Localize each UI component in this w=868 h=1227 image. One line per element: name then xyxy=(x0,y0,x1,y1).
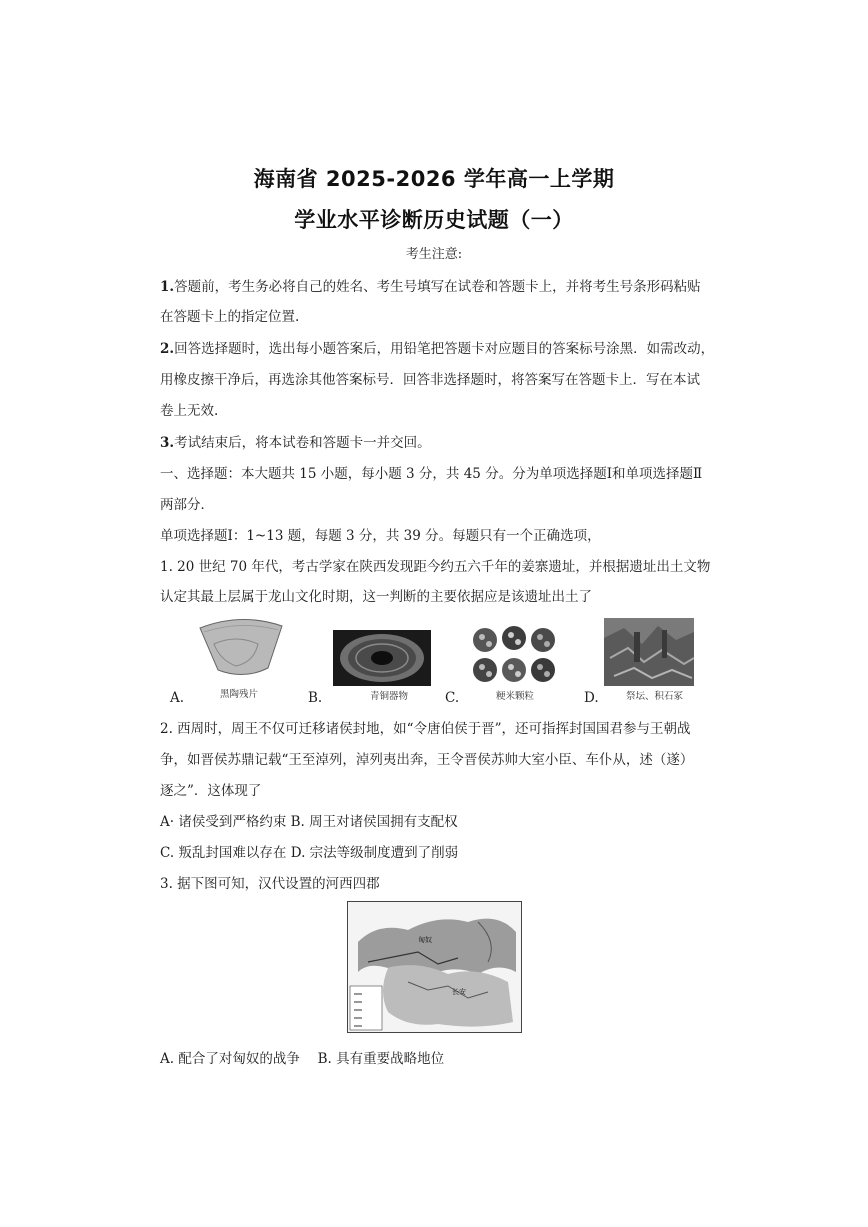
section-intro-line1: 一、选择题：本大题共 15 小题，每小题 3 分，共 45 分。分为单项选择题Ⅰ和单项选择题Ⅱ xyxy=(160,466,703,482)
altar-cairn-image xyxy=(604,618,694,686)
q1-option-c-caption: 粳米颗粒 xyxy=(496,691,535,702)
q1-option-d-caption: 祭坛、积石冢 xyxy=(626,691,684,702)
rice-grains-image xyxy=(471,624,557,686)
notice-3-line1: 3.考试结束后，将本试卷和答题卡一并交回。 xyxy=(160,435,431,451)
q1-stem-line2: 认定其最上层属于龙山文化时期，这一判断的主要依据应是该遗址出土了 xyxy=(160,589,592,605)
q3-stem: 3. 据下图可知，汉代设置的河西四郡 xyxy=(160,876,380,892)
q1-option-c-letter: C. xyxy=(445,690,460,706)
q1-option-a-caption: 黑陶残片 xyxy=(220,689,259,700)
q1-option-figures xyxy=(160,614,720,710)
q1-stem-line1: 1. 20 世纪 70 年代，考古学家在陕西发现距今约五六千年的姜寨遗址，并根据遗址出土文物 xyxy=(160,559,711,575)
notice-1-line1: 1.答题前，考生务必将自己的姓名、考生号填写在试卷和答题卡上，并将考生号条形码粘贴 xyxy=(160,279,701,295)
pottery-shard-image xyxy=(196,614,286,682)
exam-title-line1: 海南省 2025-2026 学年高一上学期 xyxy=(253,167,615,191)
notice-heading: 考生注意: xyxy=(405,247,463,262)
q2-options-line1: A· 诸侯受到严格约束 B. 周王对诸侯国拥有支配权 xyxy=(160,814,458,830)
section-intro-line2: 两部分． xyxy=(160,497,214,513)
part1-intro: 单项选择题Ⅰ：1~13 题，每题 3 分，共 39 分。每题只有一个正确选项， xyxy=(160,528,601,544)
q1-option-b-caption: 青铜器物 xyxy=(370,691,409,702)
notice-2-line1: 2.回答选择题时，选出每小题答案后，用铅笔把答题卡对应题目的答案标号涂黑．如需改动， xyxy=(160,341,715,357)
q1-option-b-letter: B. xyxy=(308,690,323,706)
q2-stem-line1: 2. 西周时，周王不仅可迁移诸侯封地，如“令唐伯侯于晋”，还可指挥封国国君参与王朝战 xyxy=(160,721,691,737)
q2-stem-line3: 逐之”．这体现了 xyxy=(160,783,262,799)
q1-option-a-letter: A. xyxy=(170,690,185,706)
notice-1-line2: 在答题卡上的指定位置. xyxy=(160,309,300,325)
q1-option-d-letter: D. xyxy=(584,690,599,706)
map-label-xiongnu: 匈奴 xyxy=(418,936,432,944)
notice-2-line3: 卷上无效. xyxy=(160,403,219,419)
han-hexi-map xyxy=(347,901,522,1033)
q2-stem-line2: 争，如晋侯苏鼎记载“王至淖列，淖列夷出奔，王令晋侯苏帅大室小臣、车仆从，述（遂） xyxy=(160,752,694,768)
q2-options-line2: C. 叛乱封国难以存在 D. 宗法等级制度遭到了削弱 xyxy=(160,845,459,861)
notice-2-line2: 用橡皮擦干净后，再选涂其他答案标号．回答非选择题时，将答案写在答题卡上．写在本试 xyxy=(160,372,700,388)
exam-title-line2: 学业水平诊断历史试题（一） xyxy=(294,208,574,232)
q3-options-line1: A. 配合了对匈奴的战争 B. 具有重要战略地位 xyxy=(160,1051,445,1067)
map-label-changan: 长安 xyxy=(452,988,466,996)
bronze-disc-image xyxy=(333,630,431,686)
